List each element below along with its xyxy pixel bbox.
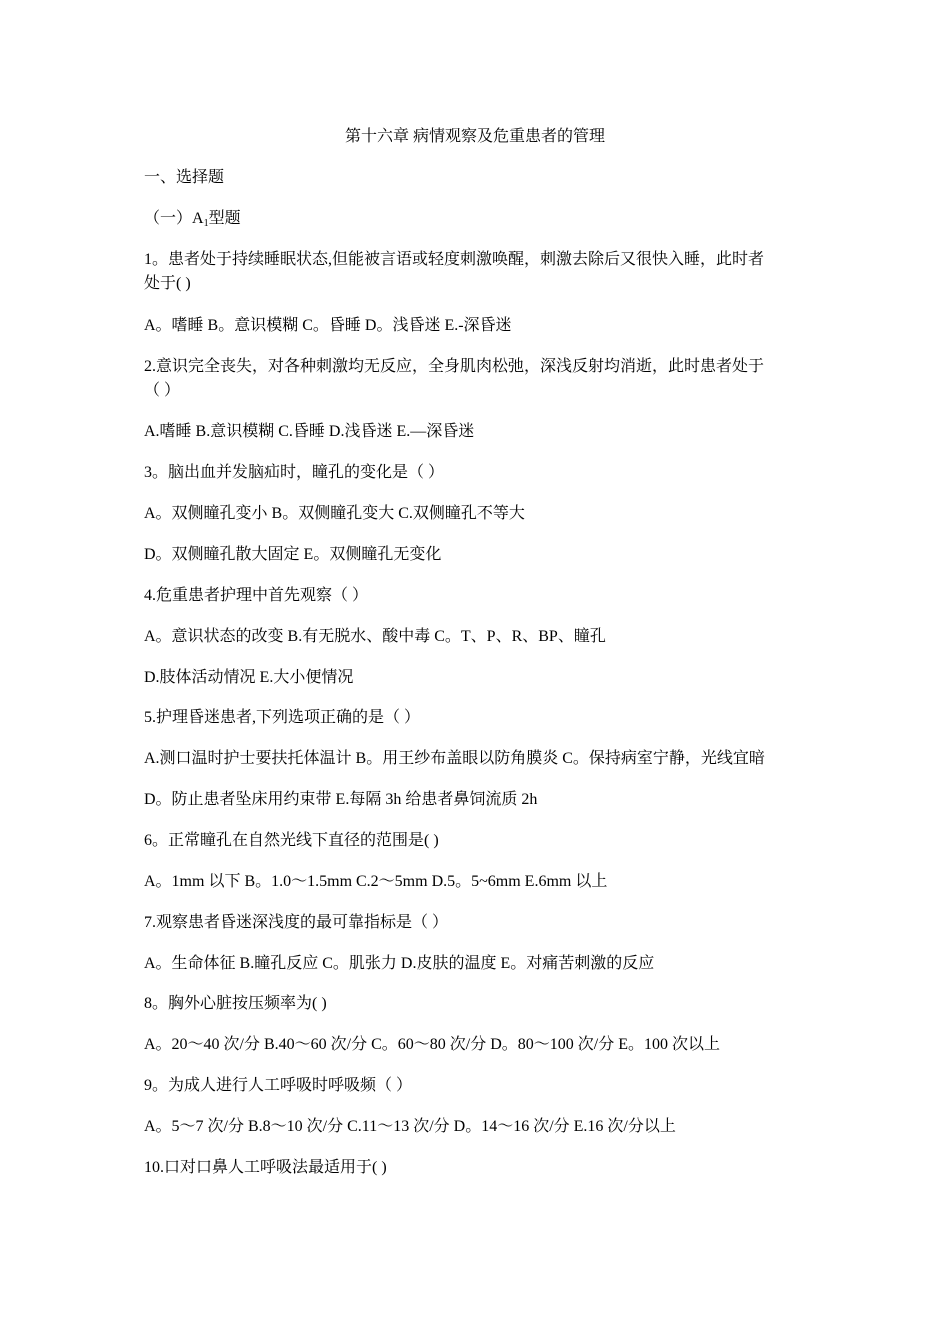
- question-6-text: 6。正常瞳孔在自然光线下直径的范围是( ): [144, 832, 439, 849]
- question-9-text: 9。为成人进行人工呼吸时呼吸频（ ）: [144, 1077, 413, 1094]
- question-2-text-cont: （ ）: [144, 382, 181, 399]
- subsection-suffix: 型题: [208, 210, 241, 227]
- question-1-text-cont: 处于( ): [144, 275, 191, 292]
- question-3-text: 3。脑出血并发脑疝时，瞳孔的变化是（ ）: [144, 464, 445, 481]
- section-heading: 一、选择题: [144, 169, 225, 186]
- question-5-options-b: D。防止患者坠床用约束带 E.每隔 3h 给患者鼻饲流质 2h: [144, 791, 538, 808]
- question-5-text: 5.护理昏迷患者,下列选项正确的是（ ）: [144, 709, 421, 726]
- question-7-text: 7.观察患者昏迷深浅度的最可靠指标是（ ）: [144, 914, 449, 931]
- question-8-options: A。20～40 次/分 B.40～60 次/分 C。60～80 次/分 D。80～100 次/分 E。100 次以上: [144, 1036, 721, 1053]
- question-3-options-b: D。双侧瞳孔散大固定 E。双侧瞳孔无变化: [144, 546, 442, 563]
- subsection-prefix: （一）A: [144, 210, 204, 227]
- chapter-title: 第十六章 病情观察及危重患者的管理: [344, 128, 605, 145]
- question-4-options-a: A。意识状态的改变 B.有无脱水、酸中毒 C。T、P、R、BP、瞳孔: [144, 628, 606, 645]
- question-9-options: A。5～7 次/分 B.8～10 次/分 C.11～13 次/分 D。14～16 次/分 E.16 次/分以上: [144, 1118, 676, 1135]
- question-1-text: 1。患者处于持续睡眠状态,但能被言语或轻度刺激唤醒，刺激去除后又很快入睡，此时者: [144, 251, 765, 268]
- question-2-text: 2.意识完全丧失，对各种刺激均无反应，全身肌肉松弛，深浅反射均消逝，此时患者处于: [144, 358, 765, 375]
- question-4-text: 4.危重患者护理中首先观察（ ）: [144, 587, 369, 604]
- subsection-subscript: 1: [203, 218, 209, 229]
- question-1-options: A。嗜睡 B。意识模糊 C。昏睡 D。浅昏迷 E.-深昏迷: [144, 317, 512, 334]
- question-7-options: A。生命体征 B.瞳孔反应 C。肌张力 D.皮肤的温度 E。对痛苦刺激的反应: [144, 955, 655, 972]
- subsection-heading: [144, 208, 241, 235]
- question-4-options-b: D.肢体活动情况 E.大小便情况: [144, 669, 354, 686]
- question-3-options-a: A。双侧瞳孔变小 B。双侧瞳孔变大 C.双侧瞳孔不等大: [144, 505, 525, 522]
- question-2-options: A.嗜睡 B.意识模糊 C.昏睡 D.浅昏迷 E.—深昏迷: [144, 423, 475, 440]
- question-10-text: 10.口对口鼻人工呼吸法最适用于( ): [144, 1159, 387, 1176]
- question-8-text: 8。胸外心脏按压频率为( ): [144, 995, 327, 1012]
- question-6-options: A。1mm 以下 B。1.0～1.5mm C.2～5mm D.5。5~6mm E.6mm 以上: [144, 873, 608, 890]
- question-5-options-a: A.测口温时护士要扶托体温计 B。用王纱布盖眼以防角膜炎 C。保持病室宁静，光线宜暗: [144, 750, 765, 767]
